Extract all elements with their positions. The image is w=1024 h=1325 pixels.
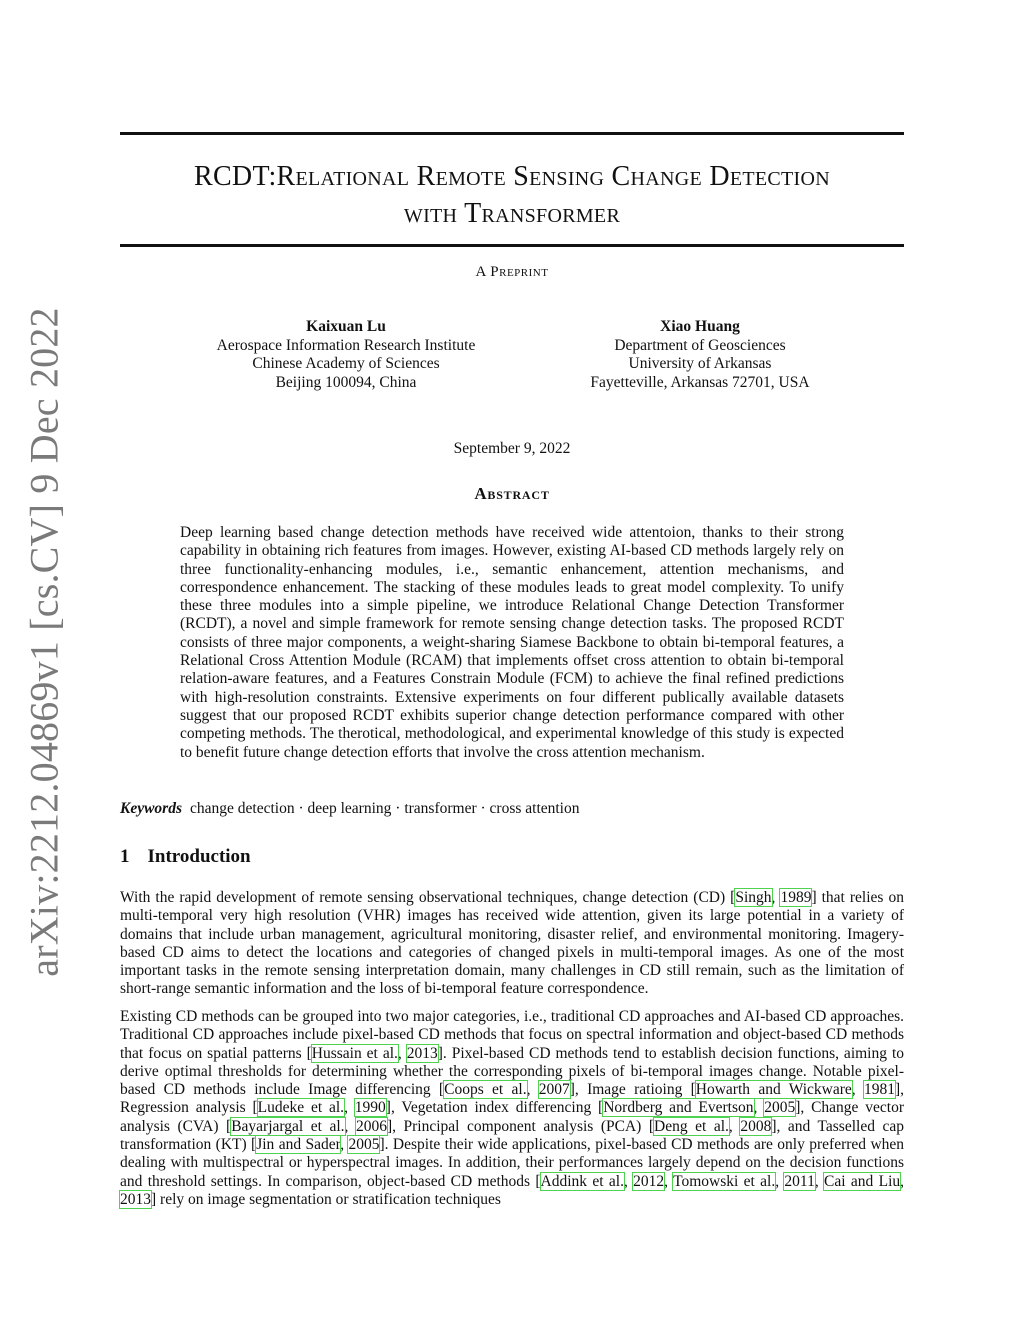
keywords-label: Keywords (120, 800, 182, 817)
citation-link[interactable]: 2008 (740, 1117, 772, 1135)
citation-link[interactable]: 2006 (355, 1117, 387, 1135)
abstract-body (180, 524, 844, 762)
paragraph-text: , (623, 1172, 634, 1190)
citation-link[interactable]: Addink et al. (540, 1172, 624, 1190)
citation-link[interactable]: 2011 (784, 1172, 815, 1190)
author-affiliation: Aerospace Information Research Institute (216, 336, 476, 354)
paragraph-text: With the rapid development of remote sensing observational techniques, change detection (CD) [ (120, 889, 736, 906)
title-line-1: RCDT:Relational Remote Sensing Change Detection (193, 161, 830, 192)
paragraph-text: ], Regression analysis [ (120, 1081, 904, 1117)
citation-link[interactable]: Coops et al. (444, 1081, 527, 1099)
intro-paragraph-1 (120, 889, 904, 999)
paragraph-text: ], Image ratioing [ (569, 1081, 696, 1099)
citation-link[interactable]: Bayarjargal et al. (231, 1117, 345, 1135)
preprint-label: A Preprint (475, 264, 549, 280)
section-number: 1 (120, 846, 130, 867)
paragraph-text: ], Principal component analysis (PCA) [ (386, 1117, 655, 1135)
paragraph-text: , (344, 1117, 356, 1135)
citation-link[interactable]: 2005 (764, 1099, 796, 1117)
citation-link[interactable]: 2013 (120, 1190, 151, 1208)
author-affiliation: University of Arkansas (628, 355, 772, 372)
citation-link[interactable]: Cai and Liu (824, 1172, 901, 1190)
paragraph-text: ] rely on image segmentation or stratification techniques (151, 1190, 501, 1208)
paragraph-text: , (814, 1172, 825, 1190)
title-line-2: with Transformer (403, 198, 621, 229)
author-name: Xiao Huang (660, 318, 740, 335)
paragraph-text: , (900, 1172, 904, 1190)
citation-link[interactable]: 2013 (406, 1044, 438, 1062)
abstract-paragraph: Deep learning based change detection methods have received wide attentoion, thanks to their strong capability in obtaining rich features from images. However, existing AI-based CD methods largely rely on three functionality-enhancing modules, i.e., semantic enhancement, attention mechanisms, and correspondence enhancement. The stacking of these modules leads to great model complexity. To unify these three modules into a simple pipeline, we introduce Relational Change Detection Transformer (RCDT), a novel and simple framework for remote sensing change detection tasks. The proposed RCDT consists of three major components, a weight-sharing Siamese Backbone to obtain bi-temporal features, a Relational Cross Attention Module (RCAM) that implements offset cross attention to obtain bi-temporal relation-aware features, and a Features Constrain Module (FCM) to achieve the final refined predictions with high-resolution constraints. Extensive experiments on four different publically available datasets suggest that our proposed RCDT exhibits superior change detection performance compared with other competing methods. The therotical, methodological, and experimental knowledge of this study is expected to benefit future change detection efforts that involve the cross attention mechanism. (180, 524, 844, 761)
author-address: Beijing 100094, China (275, 373, 417, 391)
paragraph-text: , (664, 1172, 674, 1190)
title-rule-bottom (120, 244, 904, 247)
section-title: Introduction (147, 846, 251, 867)
paragraph-text: , (397, 1044, 407, 1062)
author-affiliation: Department of Geosciences (614, 336, 786, 354)
abstract-heading: Abstract (474, 484, 550, 503)
citation-link[interactable]: Hussain et al. (311, 1044, 398, 1062)
citation-link[interactable]: Nordberg and Evertson (603, 1099, 754, 1117)
paragraph-text: , (771, 889, 781, 906)
paragraph-text: ], Vegetation index differencing [ (385, 1099, 604, 1117)
paragraph-text: ] that relies on multi-temporal very high resolution (VHR) images has received wide attention, given its large potential in a variety of domains that include urban management, agricultural monitoring, disaster relief, and environmental monitoring. Imagery-based CD aims to detect the locations and categories of changed pixels in multi-temporal images. As one of the most important tasks in the remote sensing interpretation domain, many challenges in CD still remain, such as the limitation of short-range semantic information and the loss of bi-temporal feature correspondence. (120, 889, 904, 998)
citation-link[interactable]: 2007 (538, 1081, 570, 1099)
citation-link[interactable]: Howarth and Wickware (695, 1081, 852, 1099)
arxiv-identifier-stamp: arXiv:2212.04869v1 [cs.CV] 9 Dec 2022 (21, 307, 67, 977)
author-address: Fayetteville, Arkansas 72701, USA (590, 373, 810, 391)
paragraph-text: , (728, 1117, 741, 1135)
citation-link[interactable]: 1990 (354, 1099, 386, 1117)
paragraph-text: , (526, 1081, 539, 1099)
citation-link[interactable]: 1981 (863, 1081, 895, 1099)
author-block-1 (196, 318, 496, 392)
paper-title (120, 158, 904, 232)
paragraph-text: ], and Tasselled cap transformation (KT) [ (120, 1117, 904, 1154)
section-heading-introduction (120, 846, 251, 868)
keywords-line (120, 800, 904, 818)
citation-link[interactable]: Ludeke et al. (257, 1099, 345, 1117)
paragraph-text: , (340, 1136, 349, 1154)
paragraph-text: , (344, 1099, 355, 1117)
author-block-2 (550, 318, 850, 392)
citation-link[interactable]: 2012 (633, 1172, 665, 1190)
citation-link[interactable]: Jin and Sader (256, 1136, 341, 1154)
paragraph-text: Existing CD methods can be grouped into two major categories, i.e., traditional CD approaches and AI-based CD approaches. Traditional CD approaches include pixel-based CD methods that focus on spectral information and object-based CD methods that focus on spatial patterns [ (120, 1008, 904, 1062)
title-rule-top (120, 132, 904, 135)
intro-paragraph-2 (120, 1008, 904, 1209)
citation-link[interactable]: Tomowski et al. (673, 1172, 776, 1190)
paragraph-text: , (851, 1081, 864, 1099)
citation-link[interactable]: Deng et al. (654, 1117, 729, 1135)
keywords-list: change detection · deep learning · transformer · cross attention (190, 800, 580, 817)
paragraph-text: ]. Pixel-based CD methods tend to establish decision functions, aiming to derive optimal thresholds for determining whether the corresponding pixels of bi-temporal images change. Notable pixel-based CD methods include Image differencing [ (120, 1044, 904, 1099)
paragraph-text: ]. Despite their wide applications, pixel-based CD methods are only preferred when dealing with multispectral or hyperspectral images. In addition, their performances largely depend on the decision functions and threshold settings. In comparison, object-based CD methods [ (120, 1136, 905, 1190)
citation-link[interactable]: 1989 (780, 889, 812, 906)
author-name: Kaixuan Lu (306, 318, 386, 335)
paragraph-text: ], Change vector analysis (CVA) [ (120, 1099, 905, 1135)
citation-link[interactable]: 2005 (348, 1136, 380, 1154)
paragraph-text: , (775, 1172, 785, 1190)
publication-date: September 9, 2022 (453, 440, 571, 457)
author-affiliation: Chinese Academy of Sciences (252, 355, 440, 372)
citation-link[interactable]: Singh (735, 889, 772, 906)
paragraph-text: , (753, 1099, 765, 1117)
